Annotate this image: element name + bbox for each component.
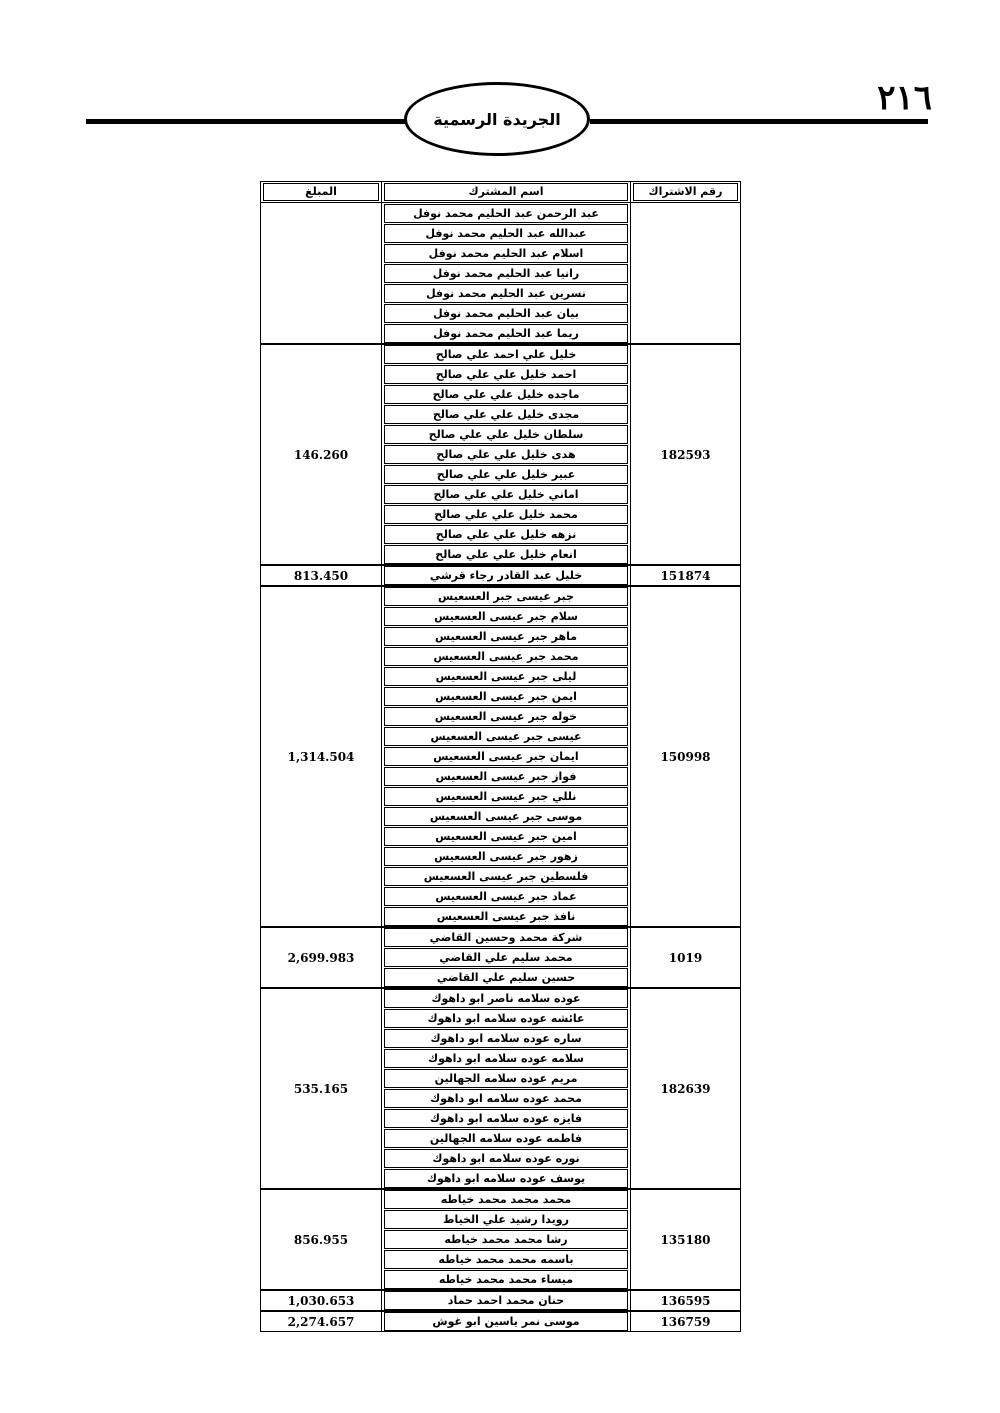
table-row [261,1289,740,1310]
subscriber-name: امين جبر عيسى العسعيس [384,827,628,846]
subscriber-name: رانيا عبد الحليم محمد نوفل [384,264,628,283]
amount-cell: 2,699.983 [261,926,381,987]
subscriber-name: سلطان خليل علي علي صالح [384,425,628,444]
subscribers-table-container [260,181,739,1332]
subscriber-name-cell [381,564,631,585]
subscriber-name-cell [381,323,631,343]
subscriber-name: عماد جبر عيسى العسعيس [384,887,628,906]
subscriber-name-cell [381,1068,631,1088]
table-row [261,564,740,585]
subscriber-name: ايمان جبر عيسى العسعيس [384,747,628,766]
page-number: ٢١٦ [877,78,932,118]
subscriber-name: عبد الرحمن عبد الحليم محمد نوفل [384,204,628,223]
subscriber-name-cell [381,947,631,967]
subscriber-name-cell [381,544,631,564]
subscriber-name-cell [381,866,631,886]
subscriber-name-cell [381,746,631,766]
header-amount [261,182,381,203]
subscriber-name-cell [381,1209,631,1229]
subscriber-name: محمد عوده سلامه ابو داهوك [384,1089,628,1108]
header-amount-label: المبلغ [263,183,379,201]
amount-cell: 1,314.504 [261,585,381,926]
subscriber-name: رشا محمد محمد خياطه [384,1230,628,1249]
table-header-row [261,182,740,203]
subscriber-name-cell [381,967,631,987]
subscriber-name-cell [381,906,631,926]
subscriber-name: زهور جبر عيسى العسعيس [384,847,628,866]
subscriber-name-cell [381,806,631,826]
subscriber-name-cell [381,1188,631,1209]
subscriber-name-cell [381,1148,631,1168]
subscriber-name: حنان محمد احمد حماد [384,1291,628,1310]
subscription-number-cell: 136759 [631,1310,740,1331]
subscriber-name-cell [381,1289,631,1310]
subscriber-name-cell [381,606,631,626]
subscriber-name: سلام جبر عيسى العسعيس [384,607,628,626]
subscriber-name: ساره عوده سلامه ابو داهوك [384,1029,628,1048]
subscriber-name-cell [381,646,631,666]
subscriber-name: هدى خليل علي علي صالح [384,445,628,464]
subscriber-name-cell [381,223,631,243]
subscriber-name-cell [381,303,631,323]
subscriber-name: ريما عبد الحليم محمد نوفل [384,324,628,343]
amount-cell: 1,030.653 [261,1289,381,1310]
subscriber-name: محمد سليم علي القاضي [384,948,628,967]
subscription-number-cell: 136595 [631,1289,740,1310]
subscriber-name: فواز جبر عيسى العسعيس [384,767,628,786]
header-title: الجريدة الرسمية [433,109,561,129]
subscriber-name-cell [381,424,631,444]
subscriber-name: موسى نمر ياسين ابو غوش [384,1312,628,1331]
subscriber-name-cell [381,846,631,866]
subscriber-name-cell [381,987,631,1008]
subscriber-name: نافذ جبر عيسى العسعيس [384,907,628,926]
subscriber-name: محمد جبر عيسى العسعيس [384,647,628,666]
subscriber-name: نللي جبر عيسى العسعيس [384,787,628,806]
subscriber-name: نوره عوده سلامه ابو داهوك [384,1149,628,1168]
subscriber-name: خوله جبر عيسى العسعيس [384,707,628,726]
subscriber-name-cell [381,1269,631,1289]
subscriber-name: بيان عبد الحليم محمد نوفل [384,304,628,323]
subscriber-name-cell [381,666,631,686]
subscriber-name: محمد خليل علي علي صالح [384,505,628,524]
subscriber-name: مجدى خليل علي علي صالح [384,405,628,424]
subscriber-name-cell [381,243,631,263]
header-rule-left [86,119,410,124]
subscriber-name: شركة محمد وحسين القاضي [384,928,628,947]
subscriber-name: باسمه محمد محمد خياطه [384,1250,628,1269]
subscriber-name-cell [381,283,631,303]
subscriber-name-cell [381,384,631,404]
amount-cell: 813.450 [261,564,381,585]
subscriber-name-cell [381,926,631,947]
table-row [261,1188,740,1209]
subscriber-name: عوده سلامه ناصر ابو داهوك [384,989,628,1008]
subscriber-name: حسين سليم علي القاضي [384,968,628,987]
table-row [261,987,740,1008]
subscriber-name: عيسى جبر عيسى العسعيس [384,727,628,746]
subscriber-name: انعام خليل علي علي صالح [384,545,628,564]
subscriber-name-cell [381,1249,631,1269]
subscriber-name: نزهه خليل علي علي صالح [384,525,628,544]
header-subscription [631,182,740,203]
subscriber-name-cell [381,1008,631,1028]
subscriber-name-cell [381,626,631,646]
subscriber-name: جبر عيسى جبر العسعيس [384,587,628,606]
header-name-label: اسم المشترك [384,183,628,201]
subscription-number-cell: 182593 [631,343,740,564]
subscriber-name: فايزه عوده سلامه ابو داهوك [384,1109,628,1128]
subscriber-name: ميساء محمد محمد خياطه [384,1270,628,1289]
table-row [261,926,740,947]
subscriber-name: فاطمه عوده سلامه الجهالين [384,1129,628,1148]
subscription-number-cell [631,203,740,343]
subscriber-name: فلسطين جبر عيسى العسعيس [384,867,628,886]
subscriber-name-cell [381,1088,631,1108]
subscriber-name-cell [381,886,631,906]
header-oval [404,82,590,156]
amount-cell: 856.955 [261,1188,381,1289]
subscriber-name: خليل عبد القادر رجاء قرشي [384,566,628,585]
amount-cell: 146.260 [261,343,381,564]
subscriber-name-cell [381,1310,631,1331]
subscriber-name: مريم عوده سلامه الجهالين [384,1069,628,1088]
subscriber-name-cell [381,364,631,384]
subscriber-name-cell [381,203,631,223]
amount-cell [261,203,381,343]
subscriber-name-cell [381,786,631,806]
subscriber-name-cell [381,1108,631,1128]
subscriber-name: رويدا رشيد علي الخياط [384,1210,628,1229]
header-subscription-label: رقم الاشتراك [633,183,738,201]
subscriber-name: ماهر جبر عيسى العسعيس [384,627,628,646]
subscription-number-cell: 151874 [631,564,740,585]
subscriber-name-cell [381,1048,631,1068]
subscriber-name-cell [381,1168,631,1188]
subscription-number-cell: 135180 [631,1188,740,1289]
header-rule-right [590,119,928,124]
subscriber-name-cell [381,826,631,846]
subscriber-name: اسلام عبد الحليم محمد نوفل [384,244,628,263]
amount-cell: 2,274.657 [261,1310,381,1331]
table-body [261,203,740,1331]
table-row [261,1310,740,1331]
header-name [381,182,631,203]
amount-cell: 535.165 [261,987,381,1188]
subscriber-name: ماجده خليل علي علي صالح [384,385,628,404]
subscriber-name-cell [381,263,631,283]
subscriber-name: عائشه عوده سلامه ابو داهوك [384,1009,628,1028]
subscriber-name: خليل علي احمد علي صالح [384,345,628,364]
subscriber-name: عبدالله عبد الحليم محمد نوفل [384,224,628,243]
subscriber-name-cell [381,585,631,606]
subscription-number-cell: 150998 [631,585,740,926]
subscriber-name-cell [381,766,631,786]
subscriber-name-cell [381,404,631,424]
subscriber-name: اماني خليل علي علي صالح [384,485,628,504]
subscription-number-cell: 1019 [631,926,740,987]
subscriber-name-cell [381,1128,631,1148]
subscriber-name: احمد خليل علي علي صالح [384,365,628,384]
subscriber-name-cell [381,686,631,706]
subscriber-name: ليلى جبر عيسى العسعيس [384,667,628,686]
subscriber-name-cell [381,1028,631,1048]
subscriber-name-cell [381,1229,631,1249]
subscriber-name: ايمن جبر عيسى العسعيس [384,687,628,706]
subscriber-name: سلامه عوده سلامه ابو داهوك [384,1049,628,1068]
subscriber-name-cell [381,343,631,364]
subscriber-name: نسرين عبد الحليم محمد نوفل [384,284,628,303]
subscriber-name: يوسف عوده سلامه ابو داهوك [384,1169,628,1188]
subscriber-name: محمد محمد محمد خياطه [384,1190,628,1209]
subscriber-name: عبير خليل علي علي صالح [384,465,628,484]
subscriber-name-cell [381,504,631,524]
table-row [261,585,740,606]
table-row [261,203,740,223]
subscriber-name-cell [381,726,631,746]
subscriber-name: موسى جبر عيسى العسعيس [384,807,628,826]
subscription-number-cell: 182639 [631,987,740,1188]
subscriber-name-cell [381,706,631,726]
subscribers-table [260,181,741,1332]
table-row [261,343,740,364]
subscriber-name-cell [381,484,631,504]
subscriber-name-cell [381,444,631,464]
subscriber-name-cell [381,464,631,484]
subscriber-name-cell [381,524,631,544]
